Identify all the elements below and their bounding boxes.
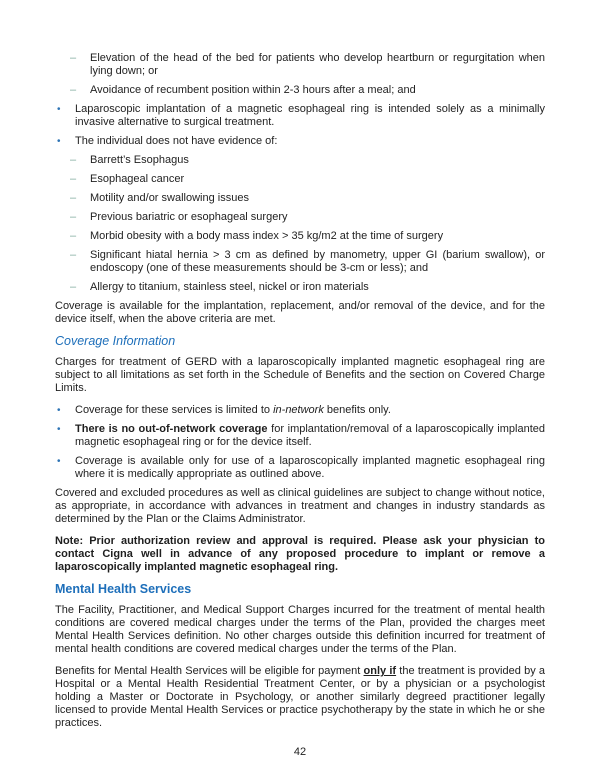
dash-bullet-icon: – [70,52,77,64]
list-item-text: Previous bariatric or esophageal surgery [90,211,288,223]
list-item [55,404,545,417]
page-number: 42 [293,746,307,758]
list-item [55,84,545,97]
list-item-text: Barrett’s Esophagus [90,154,189,166]
list-item-text: The individual does not have evidence of: [75,135,278,147]
list-item-text: Coverage is available only for use of a laparoscopically implanted magnetic esophageal ring where it is medically appropriate as outlined above. [75,455,545,480]
list-item [55,249,545,275]
paragraph-covered-excluded: Covered and excluded procedures as well as clinical guidelines are subject to change without notice, as appropriate, in accordance with advances in treatment and changes in industry standards as determined by the Plan or the Claims Administrator. [55,487,545,525]
text-segment-italic: in-network [273,404,324,416]
bullet-icon: • [57,104,61,115]
text-segment: Benefits for Mental Health Services will be eligible for payment [55,665,364,677]
list-item [55,230,545,243]
paragraph-note: Note: Prior authorization review and approval is required. Please ask your physician to contact Cigna well in advance of any proposed procedure to implant or remove a laparoscopically implanted magnetic esophageal ring. [55,535,545,573]
paragraph-benefits [55,665,545,730]
dash-bullet-icon: – [70,84,77,96]
list-item-text: Motility and/or swallowing issues [90,192,249,204]
list-item-text: Esophageal cancer [90,173,185,185]
dash-bullet-icon: – [70,230,77,242]
list-item [55,154,545,167]
paragraph-facility: The Facility, Practitioner, and Medical Support Charges incurred for the treatment of mental health conditions are covered medical charges under the terms of the Plan, provided the charges meet Mental Health Services definition. No other charges outside this definition incurred for treatment of mental health conditions are covered medical charges under the terms of the Plan. [55,604,545,655]
dash-bullet-icon: – [70,281,77,293]
list-item [55,192,545,205]
paragraph-coverage-available: Coverage is available for the implantation, replacement, and/or removal of the device, and for the device itself, when the above criteria are met. [55,300,545,325]
list-item-text: Avoidance of recumbent position within 2-3 hours after a meal; and [90,84,416,96]
text-segment: Coverage for these services is limited to [75,404,274,416]
bullet-icon: • [57,456,61,467]
text-segment: for implantation/removal of a laparoscopically implanted magnetic esophageal ring or for the device itself. [75,423,545,448]
list-item-text: Laparoscopic implantation of a magnetic esophageal ring is intended solely as a minimally invasive alternative to surgical treatment. [75,103,545,128]
bullet-icon: • [57,136,61,147]
text-segment: benefits only. [323,404,391,416]
paragraph-charges: Charges for treatment of GERD with a laparoscopically implanted magnetic esophageal ring are subject to all limitations as set forth in the Schedule of Benefits and the section on Covered Charge Limits. [55,356,545,394]
list-item-text: Morbid obesity with a body mass index > 35 kg/m2 at the time of surgery [90,230,444,242]
list-item [55,173,545,186]
dash-bullet-icon: – [70,154,77,166]
list-item-text: Allergy to titanium, stainless steel, nickel or iron materials [90,281,369,293]
text-segment: the treatment is provided by a Hospital or a Mental Health Residential Treatment Center, or by a physician or a psychologist holding a Master or Doctorate in Psychology, or another similarly degreed practitioner legally licensed to provide Mental Health Services or practice psychotherapy by the state in which he or she practices. [55,665,546,729]
list-item [55,135,545,148]
dash-bullet-icon: – [70,211,77,223]
dash-bullet-icon: – [70,173,77,185]
list-item-text: Significant hiatal hernia > 3 cm as defined by manometry, upper GI (barium swallow), or endoscopy (one of these measurements should be 3-cm or less); and [90,249,545,274]
section-heading-mental-health-services: Mental Health Services [55,582,192,596]
section-heading-coverage-information: Coverage Information [55,334,176,348]
text-segment-bold-underline: only if [363,665,397,677]
bullet-icon: • [57,405,61,416]
list-item-text [75,404,545,417]
list-item [55,103,545,129]
bullet-icon: • [57,424,61,435]
list-item-text: Elevation of the head of the bed for patients who develop heartburn or regurgitation when lying down; or [90,52,545,77]
dash-bullet-icon: – [70,249,77,261]
list-item [55,455,545,481]
list-item [55,211,545,224]
list-item [55,52,545,78]
text-segment-bold: There is no out-of-network coverage [75,423,268,435]
list-item [55,423,545,449]
list-item-text [75,423,545,449]
list-item [55,281,545,294]
dash-bullet-icon: – [70,192,77,204]
